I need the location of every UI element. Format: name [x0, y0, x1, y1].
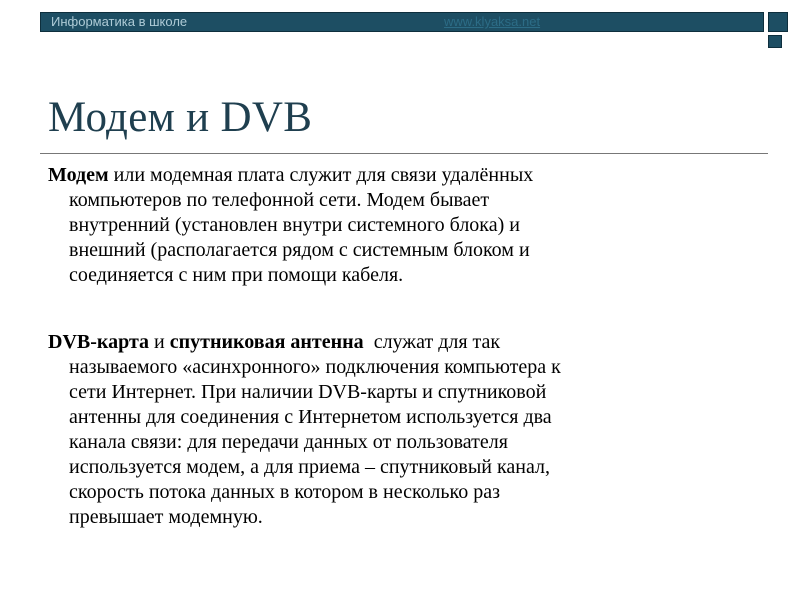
- decorative-square-small: [768, 35, 782, 48]
- paragraph-line: внутренний (установлен внутри системного блока) и: [69, 214, 520, 236]
- term-modem: Модем: [48, 164, 109, 186]
- paragraph-line: соединяется с ним при помощи кабеля.: [69, 264, 404, 286]
- paragraph-modem: [48, 163, 738, 288]
- site-name: Информатика в школе: [51, 14, 188, 29]
- paragraph-line: скорость потока данных в котором в несколько раз: [69, 481, 500, 503]
- paragraph-line: используется модем, а для приема – спутниковый канал,: [69, 456, 551, 478]
- paragraph-dvb: [48, 330, 738, 530]
- decorative-square-large: [768, 12, 788, 32]
- paragraph-line: канала связи: для передачи данных от пользователя: [69, 431, 508, 453]
- line-text: служат для так: [363, 331, 501, 353]
- site-url-link[interactable]: www.klyaksa.net: [444, 14, 541, 29]
- paragraph-line: сети Интернет. При наличии DVB-карты и спутниковой: [69, 381, 547, 403]
- paragraph-line: внешний (располагается рядом с системным блоком и: [69, 239, 530, 261]
- conjunction: и: [149, 331, 170, 353]
- term-satellite-antenna: спутниковая антенна: [169, 331, 364, 353]
- header-bar: [40, 12, 764, 32]
- title-divider: [40, 153, 768, 154]
- paragraph-line: компьютеров по телефонной сети. Модем бывает: [69, 189, 490, 211]
- paragraph-line: превышает модемную.: [69, 506, 263, 528]
- paragraph-line: [48, 330, 738, 355]
- slide-title: Модем и DVB: [48, 94, 313, 141]
- paragraph-line: антенны для соединения с Интернетом используется два: [69, 406, 552, 428]
- line-text: или модемная плата служит для связи удалённых: [108, 164, 534, 186]
- paragraph-line: называемого «асинхронного» подключения компьютера к: [69, 356, 561, 378]
- term-dvb-card: DVB-карта: [48, 331, 150, 353]
- paragraph-line: [48, 163, 738, 188]
